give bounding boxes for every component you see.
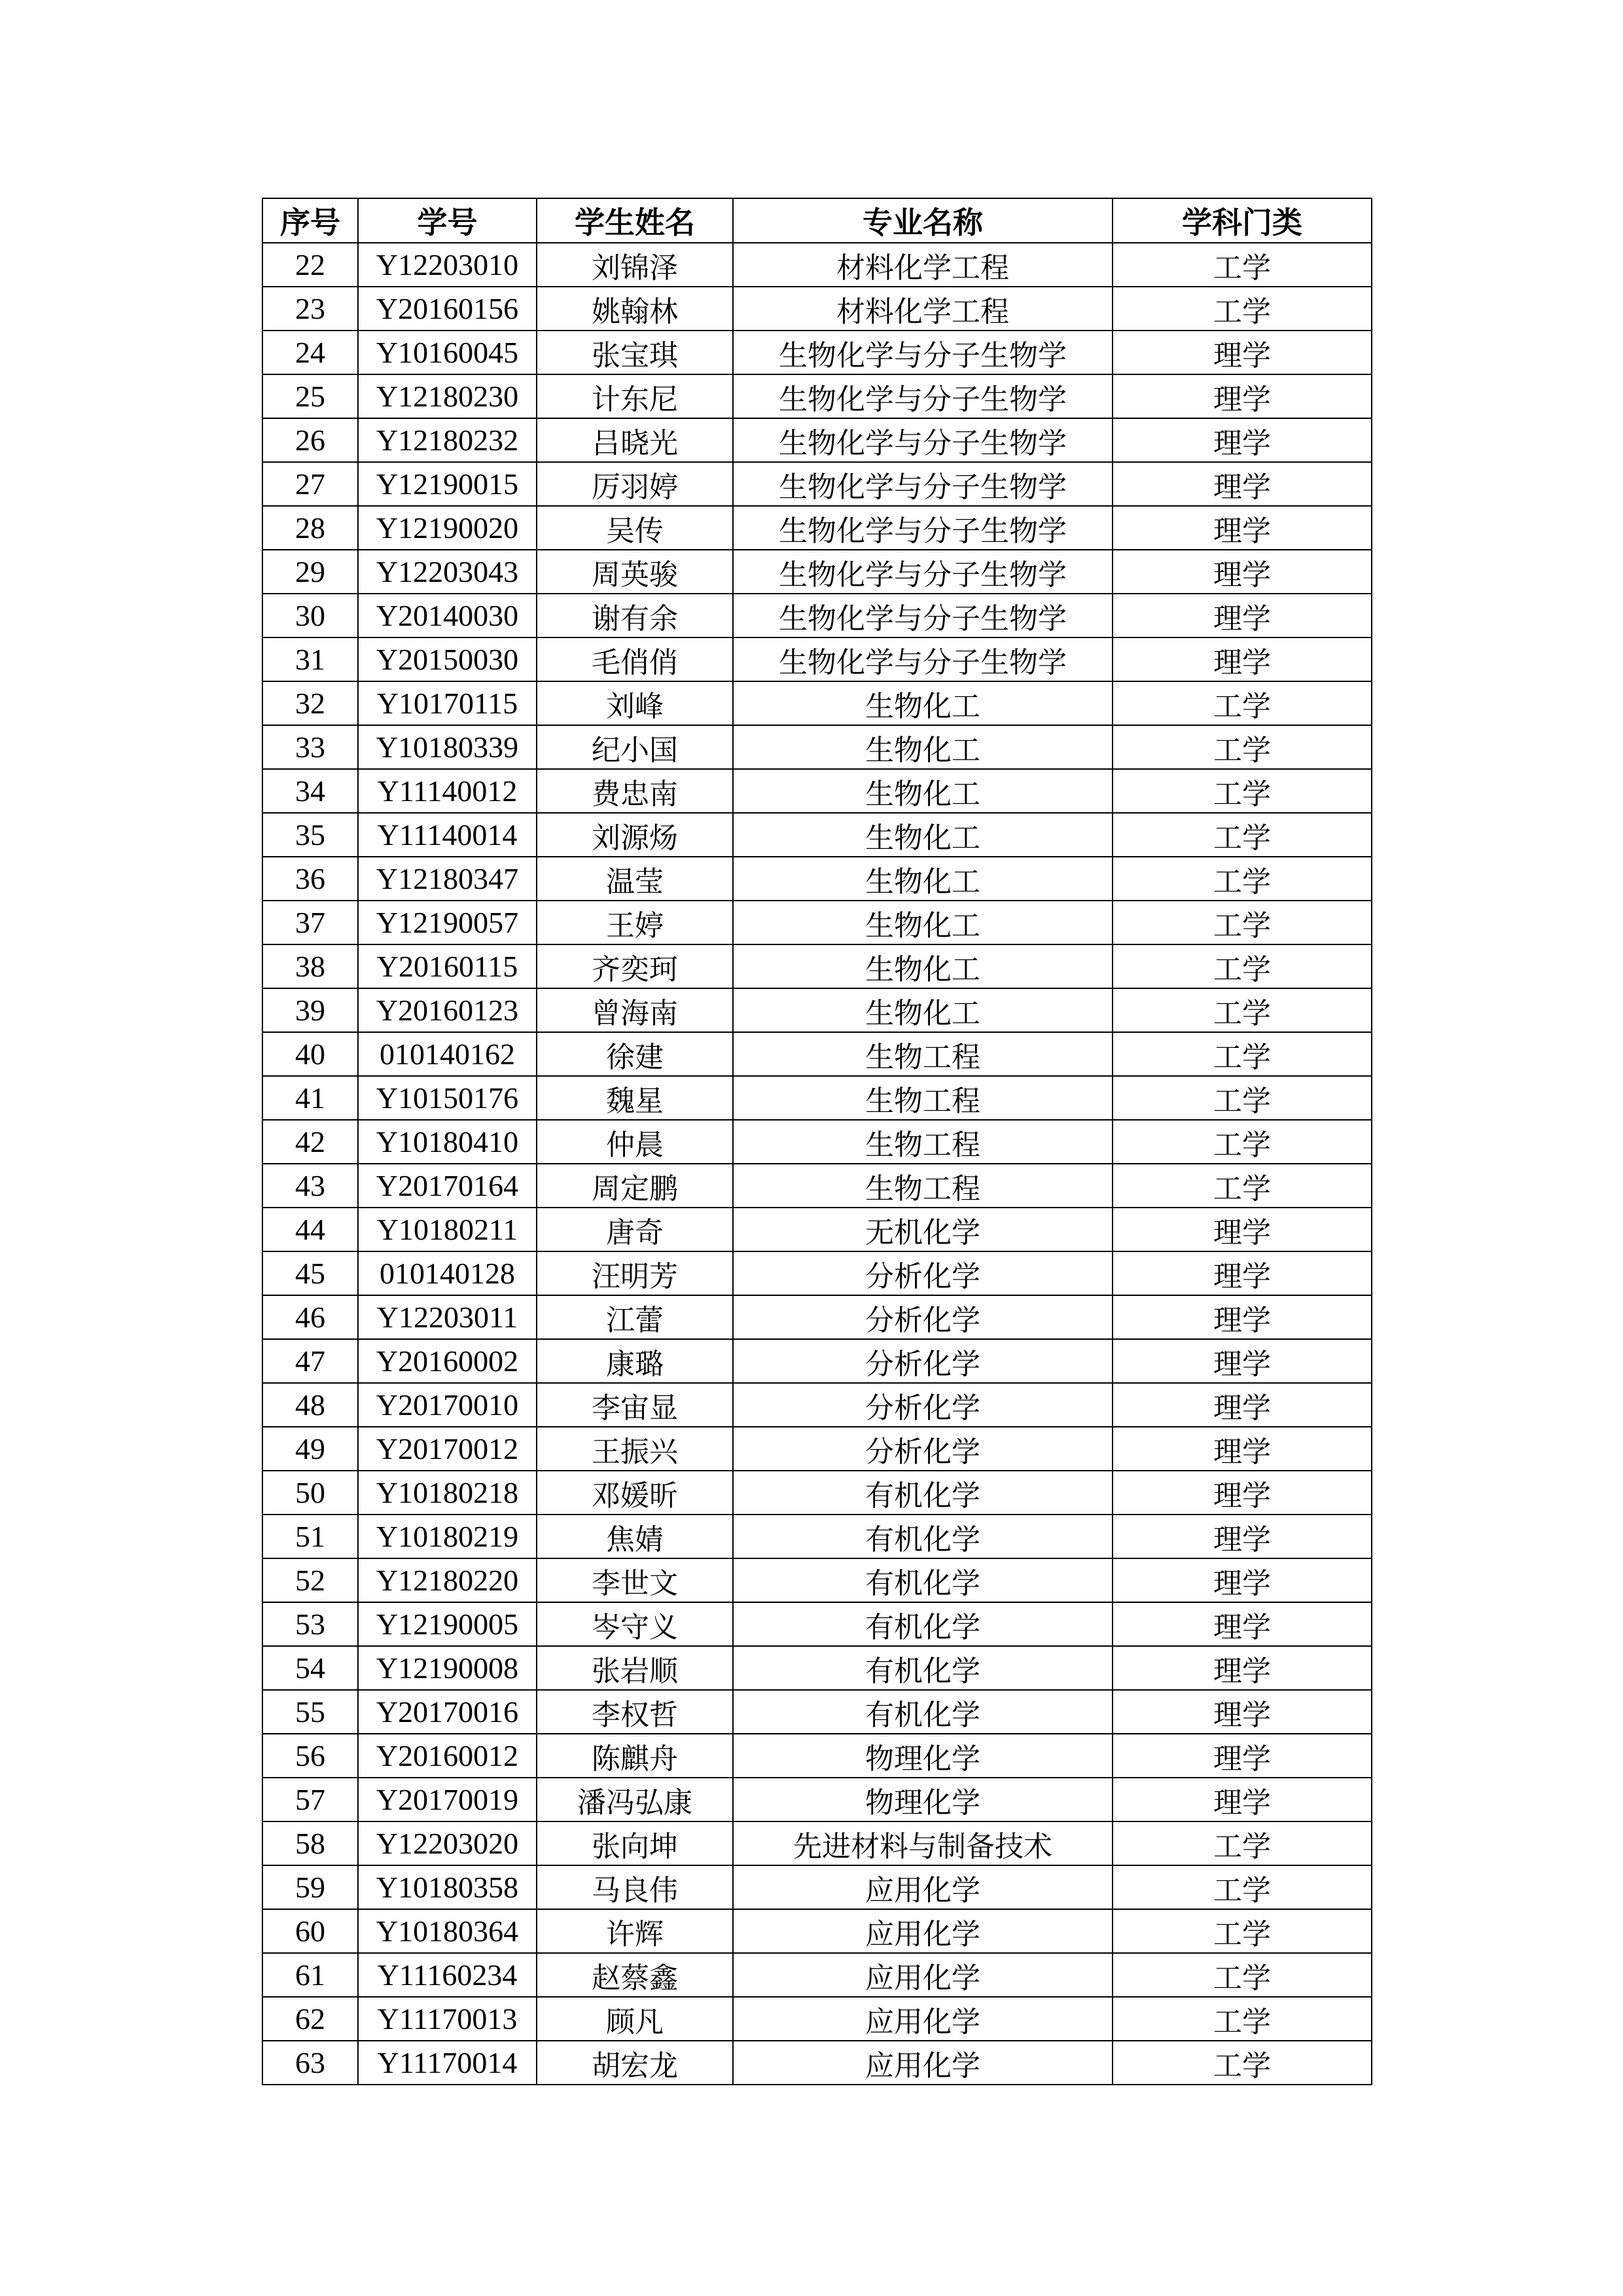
cell-major: 分析化学 <box>733 1427 1113 1471</box>
cell-student-name: 毛俏俏 <box>537 637 733 681</box>
cell-category: 理学 <box>1113 594 1372 637</box>
cell-major: 生物化工 <box>733 857 1113 901</box>
cell-category: 理学 <box>1113 1251 1372 1295</box>
table-row <box>262 857 1372 901</box>
table-row <box>262 1515 1372 1558</box>
cell-category: 工学 <box>1113 1909 1372 1953</box>
cell-student-name: 汪明芳 <box>537 1251 733 1295</box>
cell-major: 有机化学 <box>733 1690 1113 1734</box>
cell-major: 生物化工 <box>733 813 1113 857</box>
cell-no: 59 <box>262 1865 358 1909</box>
cell-major: 生物化学与分子生物学 <box>733 331 1113 374</box>
cell-student-name: 岑守义 <box>537 1602 733 1646</box>
cell-student-name: 李宙显 <box>537 1383 733 1427</box>
cell-student-id: Y12190020 <box>358 506 537 550</box>
cell-category: 工学 <box>1113 944 1372 988</box>
cell-student-id: Y12180230 <box>358 374 537 418</box>
cell-no: 37 <box>262 901 358 944</box>
cell-category: 理学 <box>1113 1383 1372 1427</box>
cell-student-name: 张宝琪 <box>537 331 733 374</box>
header-major: 专业名称 <box>733 198 1113 243</box>
table-row <box>262 1865 1372 1909</box>
header-student-id: 学号 <box>358 198 537 243</box>
cell-student-name: 曾海南 <box>537 988 733 1032</box>
table-row <box>262 1821 1372 1865</box>
table-row <box>262 1690 1372 1734</box>
cell-student-name: 邓媛昕 <box>537 1471 733 1515</box>
cell-major: 物理化学 <box>733 1734 1113 1778</box>
cell-no: 48 <box>262 1383 358 1427</box>
cell-major: 分析化学 <box>733 1383 1113 1427</box>
cell-no: 42 <box>262 1120 358 1164</box>
cell-major: 有机化学 <box>733 1558 1113 1602</box>
table-row <box>262 462 1372 506</box>
cell-student-name: 吕晓光 <box>537 418 733 462</box>
cell-category: 理学 <box>1113 550 1372 594</box>
cell-category: 理学 <box>1113 1602 1372 1646</box>
cell-major: 有机化学 <box>733 1515 1113 1558</box>
table-row <box>262 1032 1372 1076</box>
cell-student-name: 赵蔡鑫 <box>537 1953 733 1997</box>
cell-no: 39 <box>262 988 358 1032</box>
cell-student-id: Y12180347 <box>358 857 537 901</box>
cell-student-id: Y10180339 <box>358 725 537 769</box>
cell-student-name: 潘冯弘康 <box>537 1778 733 1821</box>
cell-student-id: Y12190015 <box>358 462 537 506</box>
table-row <box>262 1953 1372 1997</box>
cell-category: 工学 <box>1113 1032 1372 1076</box>
cell-no: 28 <box>262 506 358 550</box>
student-roster-table <box>262 198 1372 2085</box>
cell-major: 分析化学 <box>733 1295 1113 1339</box>
table-row <box>262 1208 1372 1251</box>
cell-category: 理学 <box>1113 506 1372 550</box>
cell-no: 50 <box>262 1471 358 1515</box>
table-body <box>262 243 1372 2085</box>
cell-major: 分析化学 <box>733 1339 1113 1383</box>
cell-student-name: 计东尼 <box>537 374 733 418</box>
cell-student-id: Y20170164 <box>358 1164 537 1208</box>
header-no: 序号 <box>262 198 358 243</box>
cell-major: 应用化学 <box>733 1997 1113 2041</box>
cell-student-name: 唐奇 <box>537 1208 733 1251</box>
cell-category: 工学 <box>1113 2041 1372 2085</box>
table-row <box>262 1471 1372 1515</box>
cell-student-name: 徐建 <box>537 1032 733 1076</box>
cell-no: 34 <box>262 769 358 813</box>
table-row <box>262 637 1372 681</box>
cell-category: 工学 <box>1113 1865 1372 1909</box>
cell-category: 理学 <box>1113 462 1372 506</box>
cell-major: 生物化学与分子生物学 <box>733 594 1113 637</box>
cell-category: 工学 <box>1113 1164 1372 1208</box>
cell-category: 理学 <box>1113 1471 1372 1515</box>
cell-no: 55 <box>262 1690 358 1734</box>
table-row <box>262 1164 1372 1208</box>
cell-category: 理学 <box>1113 1339 1372 1383</box>
cell-student-id: Y20170019 <box>358 1778 537 1821</box>
cell-category: 理学 <box>1113 1208 1372 1251</box>
table-row <box>262 1427 1372 1471</box>
cell-student-id: Y10180219 <box>358 1515 537 1558</box>
cell-student-name: 李世文 <box>537 1558 733 1602</box>
cell-student-id: Y20160156 <box>358 287 537 331</box>
cell-category: 理学 <box>1113 1778 1372 1821</box>
table-row <box>262 1778 1372 1821</box>
table-row <box>262 1339 1372 1383</box>
cell-student-id: Y11170014 <box>358 2041 537 2085</box>
cell-no: 58 <box>262 1821 358 1865</box>
cell-student-name: 张向坤 <box>537 1821 733 1865</box>
cell-student-name: 王婷 <box>537 901 733 944</box>
cell-major: 材料化学工程 <box>733 243 1113 287</box>
cell-student-id: Y12203043 <box>358 550 537 594</box>
cell-category: 理学 <box>1113 1734 1372 1778</box>
cell-major: 应用化学 <box>733 1953 1113 1997</box>
cell-no: 25 <box>262 374 358 418</box>
cell-category: 理学 <box>1113 1690 1372 1734</box>
cell-student-id: Y12203010 <box>358 243 537 287</box>
cell-major: 物理化学 <box>733 1778 1113 1821</box>
cell-student-name: 费忠南 <box>537 769 733 813</box>
cell-student-name: 刘源炀 <box>537 813 733 857</box>
cell-student-name: 胡宏龙 <box>537 2041 733 2085</box>
table-header-row <box>262 198 1372 243</box>
cell-student-id: Y12180232 <box>358 418 537 462</box>
cell-no: 61 <box>262 1953 358 1997</box>
cell-major: 生物工程 <box>733 1120 1113 1164</box>
cell-student-id: Y20170012 <box>358 1427 537 1471</box>
cell-student-id: Y10160045 <box>358 331 537 374</box>
cell-student-id: Y20160123 <box>358 988 537 1032</box>
table-row <box>262 1251 1372 1295</box>
cell-no: 41 <box>262 1076 358 1120</box>
cell-major: 有机化学 <box>733 1471 1113 1515</box>
table-row <box>262 769 1372 813</box>
table-row <box>262 418 1372 462</box>
cell-no: 52 <box>262 1558 358 1602</box>
cell-no: 26 <box>262 418 358 462</box>
cell-student-name: 姚翰林 <box>537 287 733 331</box>
cell-student-id: Y10180364 <box>358 1909 537 1953</box>
cell-major: 生物化学与分子生物学 <box>733 506 1113 550</box>
cell-no: 27 <box>262 462 358 506</box>
cell-category: 理学 <box>1113 1646 1372 1690</box>
cell-student-id: Y10180410 <box>358 1120 537 1164</box>
table-row <box>262 1295 1372 1339</box>
cell-student-id: Y10180211 <box>358 1208 537 1251</box>
cell-student-name: 江蕾 <box>537 1295 733 1339</box>
table-row <box>262 1558 1372 1602</box>
cell-student-id: Y11140014 <box>358 813 537 857</box>
cell-student-id: Y10180358 <box>358 1865 537 1909</box>
cell-student-id: 010140162 <box>358 1032 537 1076</box>
cell-student-name: 谢有余 <box>537 594 733 637</box>
cell-no: 35 <box>262 813 358 857</box>
cell-student-name: 周定鹏 <box>537 1164 733 1208</box>
cell-category: 工学 <box>1113 287 1372 331</box>
student-roster-page <box>262 198 1371 2085</box>
cell-student-id: Y12180220 <box>358 1558 537 1602</box>
cell-student-id: Y20150030 <box>358 637 537 681</box>
cell-major: 生物化工 <box>733 681 1113 725</box>
cell-major: 生物工程 <box>733 1164 1113 1208</box>
cell-no: 56 <box>262 1734 358 1778</box>
cell-no: 46 <box>262 1295 358 1339</box>
cell-student-id: Y20170010 <box>358 1383 537 1427</box>
cell-student-id: Y12203011 <box>358 1295 537 1339</box>
cell-student-name: 魏星 <box>537 1076 733 1120</box>
cell-student-id: Y20160115 <box>358 944 537 988</box>
cell-no: 33 <box>262 725 358 769</box>
cell-major: 先进材料与制备技术 <box>733 1821 1113 1865</box>
cell-student-name: 张岩顺 <box>537 1646 733 1690</box>
cell-no: 23 <box>262 287 358 331</box>
cell-no: 44 <box>262 1208 358 1251</box>
table-row <box>262 550 1372 594</box>
cell-category: 理学 <box>1113 1295 1372 1339</box>
cell-student-id: Y20160012 <box>358 1734 537 1778</box>
cell-student-id: Y10180218 <box>358 1471 537 1515</box>
cell-student-id: Y20170016 <box>358 1690 537 1734</box>
cell-category: 理学 <box>1113 1558 1372 1602</box>
cell-student-name: 顾凡 <box>537 1997 733 2041</box>
cell-major: 无机化学 <box>733 1208 1113 1251</box>
cell-no: 54 <box>262 1646 358 1690</box>
table-row <box>262 1909 1372 1953</box>
cell-no: 53 <box>262 1602 358 1646</box>
table-row <box>262 988 1372 1032</box>
cell-no: 63 <box>262 2041 358 2085</box>
cell-major: 材料化学工程 <box>733 287 1113 331</box>
cell-student-id: Y10170115 <box>358 681 537 725</box>
cell-major: 生物工程 <box>733 1076 1113 1120</box>
cell-student-id: Y12190005 <box>358 1602 537 1646</box>
table-row <box>262 287 1372 331</box>
cell-student-id: Y12190008 <box>358 1646 537 1690</box>
table-row <box>262 901 1372 944</box>
table-row <box>262 1646 1372 1690</box>
cell-category: 理学 <box>1113 374 1372 418</box>
cell-major: 生物化工 <box>733 944 1113 988</box>
cell-major: 生物化学与分子生物学 <box>733 550 1113 594</box>
cell-major: 生物化学与分子生物学 <box>733 418 1113 462</box>
cell-major: 应用化学 <box>733 1865 1113 1909</box>
cell-student-id: 010140128 <box>358 1251 537 1295</box>
cell-major: 有机化学 <box>733 1602 1113 1646</box>
cell-student-name: 刘锦泽 <box>537 243 733 287</box>
cell-no: 22 <box>262 243 358 287</box>
cell-major: 应用化学 <box>733 2041 1113 2085</box>
table-row <box>262 506 1372 550</box>
cell-no: 30 <box>262 594 358 637</box>
cell-student-id: Y11140012 <box>358 769 537 813</box>
cell-major: 分析化学 <box>733 1251 1113 1295</box>
cell-no: 47 <box>262 1339 358 1383</box>
cell-student-name: 仲晨 <box>537 1120 733 1164</box>
cell-student-name: 吴传 <box>537 506 733 550</box>
cell-student-name: 许辉 <box>537 1909 733 1953</box>
cell-category: 工学 <box>1113 1821 1372 1865</box>
table-row <box>262 1734 1372 1778</box>
cell-category: 工学 <box>1113 243 1372 287</box>
cell-category: 工学 <box>1113 1076 1372 1120</box>
cell-category: 工学 <box>1113 1997 1372 2041</box>
cell-category: 理学 <box>1113 637 1372 681</box>
cell-major: 生物化工 <box>733 988 1113 1032</box>
table-row <box>262 331 1372 374</box>
cell-student-id: Y10150176 <box>358 1076 537 1120</box>
table-row <box>262 1076 1372 1120</box>
cell-no: 62 <box>262 1997 358 2041</box>
cell-category: 理学 <box>1113 418 1372 462</box>
cell-student-id: Y20140030 <box>358 594 537 637</box>
cell-category: 工学 <box>1113 681 1372 725</box>
cell-no: 38 <box>262 944 358 988</box>
cell-no: 49 <box>262 1427 358 1471</box>
cell-major: 生物化学与分子生物学 <box>733 374 1113 418</box>
cell-student-id: Y11160234 <box>358 1953 537 1997</box>
cell-category: 工学 <box>1113 1953 1372 1997</box>
cell-student-name: 陈麒舟 <box>537 1734 733 1778</box>
cell-student-name: 刘峰 <box>537 681 733 725</box>
cell-category: 工学 <box>1113 901 1372 944</box>
cell-no: 31 <box>262 637 358 681</box>
cell-student-name: 焦婧 <box>537 1515 733 1558</box>
cell-category: 工学 <box>1113 725 1372 769</box>
header-student-name: 学生姓名 <box>537 198 733 243</box>
cell-major: 生物化学与分子生物学 <box>733 637 1113 681</box>
cell-student-id: Y12190057 <box>358 901 537 944</box>
cell-no: 51 <box>262 1515 358 1558</box>
cell-student-name: 温莹 <box>537 857 733 901</box>
cell-student-name: 马良伟 <box>537 1865 733 1909</box>
cell-student-id: Y12203020 <box>358 1821 537 1865</box>
cell-student-name: 王振兴 <box>537 1427 733 1471</box>
cell-category: 理学 <box>1113 1515 1372 1558</box>
cell-category: 工学 <box>1113 988 1372 1032</box>
table-row <box>262 594 1372 637</box>
table-row <box>262 374 1372 418</box>
cell-no: 32 <box>262 681 358 725</box>
cell-no: 36 <box>262 857 358 901</box>
cell-student-name: 李权哲 <box>537 1690 733 1734</box>
table-row <box>262 681 1372 725</box>
table-row <box>262 1997 1372 2041</box>
cell-student-name: 厉羽婷 <box>537 462 733 506</box>
cell-student-name: 纪小国 <box>537 725 733 769</box>
table-row <box>262 1602 1372 1646</box>
cell-category: 工学 <box>1113 857 1372 901</box>
cell-no: 43 <box>262 1164 358 1208</box>
table-row <box>262 725 1372 769</box>
cell-major: 生物工程 <box>733 1032 1113 1076</box>
cell-student-id: Y11170013 <box>358 1997 537 2041</box>
cell-no: 40 <box>262 1032 358 1076</box>
table-row <box>262 813 1372 857</box>
cell-student-name: 周英骏 <box>537 550 733 594</box>
cell-category: 工学 <box>1113 1120 1372 1164</box>
cell-category: 理学 <box>1113 331 1372 374</box>
cell-category: 工学 <box>1113 813 1372 857</box>
cell-no: 29 <box>262 550 358 594</box>
table-row <box>262 2041 1372 2085</box>
cell-student-id: Y20160002 <box>358 1339 537 1383</box>
cell-student-name: 康璐 <box>537 1339 733 1383</box>
header-category: 学科门类 <box>1113 198 1372 243</box>
cell-major: 有机化学 <box>733 1646 1113 1690</box>
cell-student-name: 齐奕珂 <box>537 944 733 988</box>
table-row <box>262 1120 1372 1164</box>
table-row <box>262 1383 1372 1427</box>
cell-no: 24 <box>262 331 358 374</box>
cell-major: 生物化学与分子生物学 <box>733 462 1113 506</box>
cell-major: 生物化工 <box>733 769 1113 813</box>
cell-no: 57 <box>262 1778 358 1821</box>
cell-category: 工学 <box>1113 769 1372 813</box>
cell-no: 60 <box>262 1909 358 1953</box>
table-row <box>262 243 1372 287</box>
cell-no: 45 <box>262 1251 358 1295</box>
cell-major: 生物化工 <box>733 901 1113 944</box>
cell-category: 理学 <box>1113 1427 1372 1471</box>
cell-major: 生物化工 <box>733 725 1113 769</box>
table-row <box>262 944 1372 988</box>
cell-major: 应用化学 <box>733 1909 1113 1953</box>
